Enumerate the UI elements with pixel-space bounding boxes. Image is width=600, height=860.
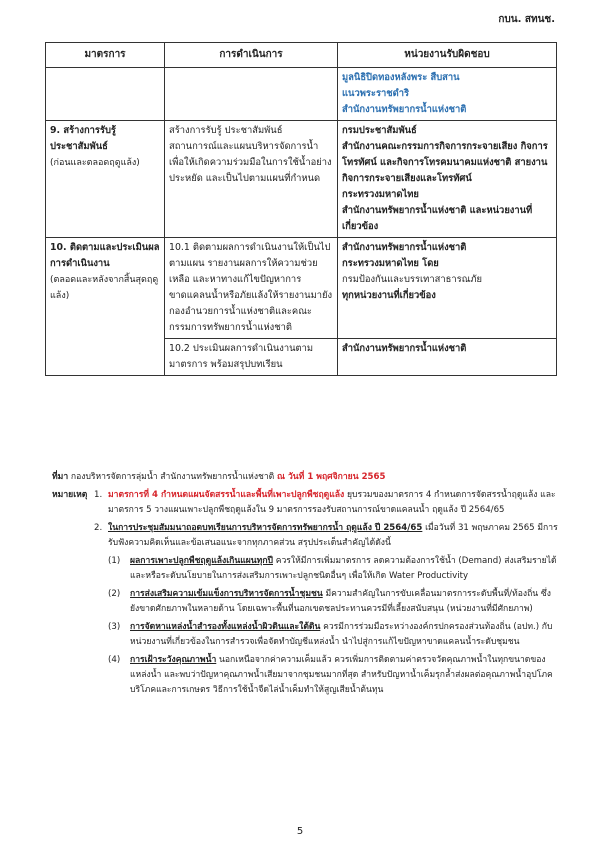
agency-line: กรมประชาสัมพันธ์: [342, 125, 417, 136]
note-2-sub-3: [52, 620, 558, 650]
cell-action-10-2: 10.2 ประเมินผลการดำเนินงานตามมาตรการ พร้อมสรุปบทเรียน: [165, 339, 338, 376]
cell-agencies-cont: [338, 68, 557, 121]
sub-body: [130, 620, 558, 650]
cell-empty: [46, 68, 165, 121]
agency-line: ทุกหน่วยงานที่เกี่ยวข้อง: [342, 290, 436, 301]
table-header-row: [46, 43, 557, 68]
note-1: [52, 488, 558, 518]
note-2-highlight: ในการประชุมสัมมนาถอดบทเรียนการบริหารจัดการทรัพยากรน้ำ ฤดูแล้ง ปี 2564/65: [108, 523, 423, 533]
agency-line: สำนักงานทรัพยากรน้ำแห่งชาติ: [342, 343, 467, 354]
agency-line: มูลนิธิปิดทองหลังพระ สืบสาน: [342, 72, 460, 83]
agency-line: สำนักงานทรัพยากรน้ำแห่งชาติ: [342, 242, 467, 253]
sub-title: การส่งเสริมความเข้มแข็งการบริหารจัดการน้ำชุมชน: [130, 589, 323, 599]
sub-number: (4): [108, 655, 121, 665]
agency-line: แนวพระราชดำริ: [342, 88, 410, 99]
cell-action-9: สร้างการรับรู้ ประชาสัมพันธ์ สถานการณ์และแผนบริหารจัดการน้ำ เพื่อให้เกิดความร่วมมือในการใช้น้ำอย่างประหยัด และเป็นไปตามแผนที่กำหนด: [165, 121, 338, 238]
agency-line: กรมป้องกันและบรรเทาสาธารณภัย: [342, 274, 483, 285]
note-2-sub-1: [52, 554, 558, 584]
page-number: 5: [296, 826, 304, 837]
cell-agencies-9: [338, 121, 557, 238]
sub-body: [130, 587, 558, 617]
measure-title: 10. ติดตามและประเมินผลการดำเนินงาน: [50, 242, 160, 269]
cell-action-10-1: 10.1 ติดตามผลการดำเนินงานให้เป็นไปตามแผน รายงานผลการให้ความช่วยเหลือ และหาทางแก้ไขปัญหาการขาดแคลนน้ำหรือภัยแล้งให้รายงานมายังกองอำนวยการน้ำแห่งชาติและคณะกรรมการทรัพยากรน้ำแห่งชาติ: [165, 238, 338, 339]
sub-title: การเฝ้าระวังคุณภาพน้ำ: [130, 655, 217, 665]
source-line: [52, 470, 558, 485]
col-header-agency: หน่วยงานรับผิดชอบ: [338, 43, 557, 68]
notes-block: [52, 488, 558, 698]
note-2-sub-4: [52, 653, 558, 698]
cell-agencies-10-1: [338, 238, 557, 339]
measure-note: (ตลอดและหลังจากสิ้นสุดฤดูแล้ง): [50, 275, 159, 301]
sub-body: [130, 554, 558, 584]
agency-line: สำนักงานคณะกรรมการกิจการกระจายเสียง กิจการโทรทัศน์ และกิจการโทรคมนาคมแห่งชาติ สายงานกิจการกระจายเสียงและโทรทัศน์: [342, 141, 548, 184]
note-2: [52, 521, 558, 551]
note-1-body: [108, 488, 558, 518]
sub-text: นอกเหนือจากค่าความเค็มแล้ว ควรเพิ่มการติดตามค่าตรวจวัดคุณภาพน้ำในทุกขนาดของแหล่งน้ำ และพบว่าปัญหาคุณภาพน้ำเสียมาจากชุมชนมากที่สุด สำหรับปัญหาน้ำเค็มรุกล้ำส่งผลต่อคุณภาพน้ำอุปโภคบริโภคและการเกษตร วิธีการใช้น้ำจืดไล่น้ำเค็มทำให้สูญเสียน้ำต้นทุน: [130, 655, 553, 695]
sub-number: (3): [108, 622, 121, 632]
sub-text: ควรมีการร่วมมือระหว่างองค์กรปกครองส่วนท้องถิ่น (อปท.) กับหน่วยงานที่เกี่ยวข้องในการสำรวจเพื่อจัดทำบัญชีแหล่งน้ำ นำไปสู่การแก้ไขปัญหาขาดแคลนน้ำระดับชุมชน: [130, 622, 553, 647]
source-label: ที่มา: [52, 472, 69, 482]
document-header-org: กบน. สทนช.: [498, 14, 555, 25]
measure-note: (ก่อนและตลอดฤดูแล้ง): [50, 158, 140, 168]
cell-empty: [165, 68, 338, 121]
sub-number: (1): [108, 556, 121, 566]
cell-measure-9: [46, 121, 165, 238]
sub-number: (2): [108, 589, 121, 599]
table-row-10-1: [46, 238, 557, 339]
cell-measure-10: [46, 238, 165, 376]
note-1-text: ยุบรวมของมาตรการ 4 กำหนดการจัดสรรน้ำฤดูแล้ง และ มาตรการ 5 วางแผนเพาะปลูกพืชฤดูแล้งใน 9 มาตรการรองรับสถานการณ์ขาดแคลนน้ำ ฤดูแล้ง ปี 2564/65: [108, 490, 556, 515]
source-date: ณ วันที่ 1 พฤศจิกายน 2565: [277, 472, 386, 482]
measure-title: 9. สร้างการรับรู้ ประชาสัมพันธ์: [50, 125, 116, 152]
note-2-text: เมื่อวันที่ 31 พฤษภาคม 2565 มีการรับฟังความคิดเห็นและข้อเสนอแนะจากทุกภาคส่วน สรุปประเด็นสำคัญได้ดังนี้: [108, 523, 558, 548]
note-number: 2.: [94, 523, 103, 533]
measures-table: [45, 42, 557, 376]
sub-body: [130, 653, 558, 698]
agency-line: สำนักงานทรัพยากรน้ำแห่งชาติ: [342, 104, 467, 115]
agency-line: กระทรวงมหาดไทย โดย: [342, 258, 439, 269]
sub-text: มีความสำคัญในการขับเคลื่อนมาตรการระดับพื้นที่/ท้องถิ่น ซึ่งยังขาดศักยภาพในหลายด้าน โดยเฉพาะพื้นที่นอกเขตชลประทานควรมีที่เลี้ยงสนับสนุน (หน่วยงานที่มีศักยภาพ): [130, 589, 551, 614]
sub-title: ผลการเพาะปลูกพืชฤดูแล้งเกินแผนทุกปี: [130, 556, 273, 566]
table-row-9: [46, 121, 557, 238]
col-header-action: การดำเนินการ: [165, 43, 338, 68]
note-2-sub-2: [52, 587, 558, 617]
sub-text: ควรให้มีการเพิ่มมาตรการ ลดความต้องการใช้น้ำ (Demand) ส่งเสริมรายได้ และหรือระดับนโยบายในการส่งเสริมการเพาะปลูกชนิดอื่นๆ เพื่อให้เกิด Water Productivity: [130, 556, 557, 581]
note-1-highlight: มาตรการที่ 4 กำหนดแผนจัดสรรน้ำและพื้นที่เพาะปลูกพืชฤดูแล้ง: [108, 490, 345, 500]
cell-agencies-10-2: [338, 339, 557, 376]
agency-line: สำนักงานทรัพยากรน้ำแห่งชาติ และหน่วยงานที่เกี่ยวข้อง: [342, 205, 533, 232]
notes-label: หมายเหตุ: [52, 490, 88, 500]
source-text: กองบริหารจัดการลุ่มน้ำ สำนักงานทรัพยากรน้ำแห่งชาติ: [70, 472, 275, 482]
col-header-measure: มาตรการ: [46, 43, 165, 68]
note-number: 1.: [94, 490, 103, 500]
table-row-continuation: [46, 68, 557, 121]
sub-title: การจัดหาแหล่งน้ำสำรองทั้งแหล่งน้ำผิวดินและใต้ดิน: [130, 622, 321, 632]
note-2-body: [108, 521, 558, 551]
agency-line: กระทรวงมหาดไทย: [342, 189, 419, 200]
